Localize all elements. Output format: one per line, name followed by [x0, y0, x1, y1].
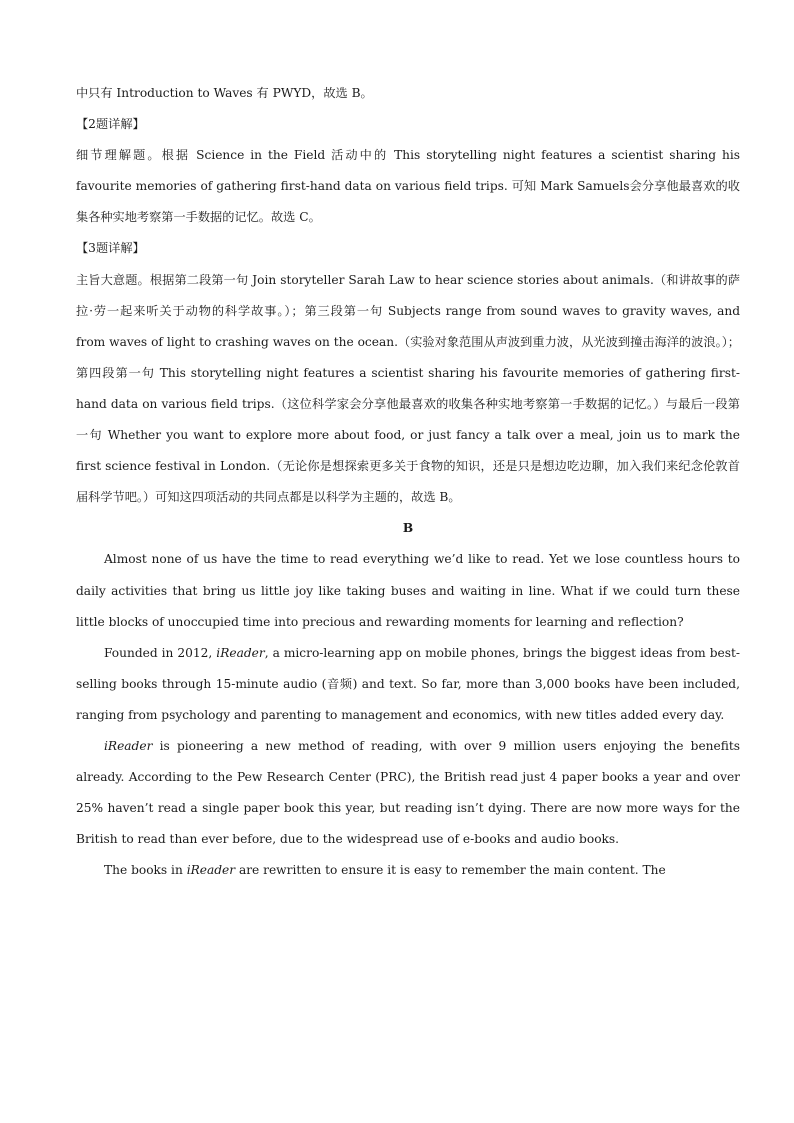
- passage-paragraph-4: [76, 855, 740, 886]
- passage-p2-lead: Founded in 2012,: [104, 645, 217, 660]
- passage-paragraph-1: Almost none of us have the time to read everything we’d like to read. Yet we lose countless hours to daily activities that bring us little joy like taking buses and waiting in line. What if we could turn these little blocks of unoccupied time into precious and rewarding moments for learning and reflection?: [76, 552, 740, 629]
- app-name: iReader: [104, 738, 153, 753]
- analysis-paragraph-3: 主旨大意题。根据第二段第一句 Join storyteller Sarah Law to hear science stories about animals.（和讲故事的萨拉·劳一起来听关于动物的科学故事。）；第三段第一句 Subjects range from sound waves to gravity waves, and from waves of light to crashing waves on the ocean.（实验对象范围从声波到重力波，从光波到撞击海洋的波浪。）；第四段第一句 This storytelling night features a scientist sharing his favourite memories of gathering first-hand data on various field trips.（这位科学家会分享他最喜欢的收集各种实地考察第一手数据的记忆。）与最后一段第一句 Whether you want to explore more about food, or just fancy a talk over a meal, join us to mark the first science festival in London.（无论你是想探索更多关于食物的知识，还是只是想边吃边聊，加入我们来纪念伦敦首届科学节吧。）可知这四项活动的共同点都是以科学为主题的，故选 B。: [76, 272, 740, 505]
- passage-p4-lead: The books in: [104, 863, 187, 878]
- section-title: B: [402, 521, 414, 536]
- passage-p4-body: are rewritten to ensure it is easy to remember the main content. The: [235, 863, 666, 878]
- document-page: [76, 78, 740, 886]
- app-name: iReader: [216, 645, 265, 660]
- analysis-paragraph-1: 中只有 Introduction to Waves 有 PWYD，故选 B。: [76, 86, 373, 100]
- passage-paragraph-3: [76, 731, 740, 855]
- question-3-heading: 【3题详解】: [76, 241, 145, 256]
- question-2-heading: 【2题详解】: [76, 117, 145, 132]
- passage-p2-body: , a micro-learning app on mobile phones, brings the biggest ideas from best-selling books through 15-minute audio (音频) and text. So far, more than 3,000 books have been included, ranging from psychology and parenting to management and economics, with new titles added every day.: [76, 645, 740, 722]
- app-name: iReader: [186, 863, 236, 878]
- passage-p3-body: is pioneering a new method of reading, with over 9 million users enjoying the benefits already. According to the Pew Research Center (PRC), the British read just 4 paper books a year and over 25% haven’t read a single paper book this year, but reading isn’t dying. There are now more ways for the British to read than ever before, due to the widespread use of e-books and audio books.: [76, 738, 740, 847]
- passage-paragraph-2: [76, 638, 740, 731]
- analysis-paragraph-2: 细节理解题。根据 Science in the Field 活动中的 This storytelling night features a scientist sharing his favourite memories of gathering first-hand data on various field trips. 可知 Mark Samuels会分享他最喜欢的收集各种实地考察第一手数据的记忆。故选 C。: [76, 148, 740, 225]
